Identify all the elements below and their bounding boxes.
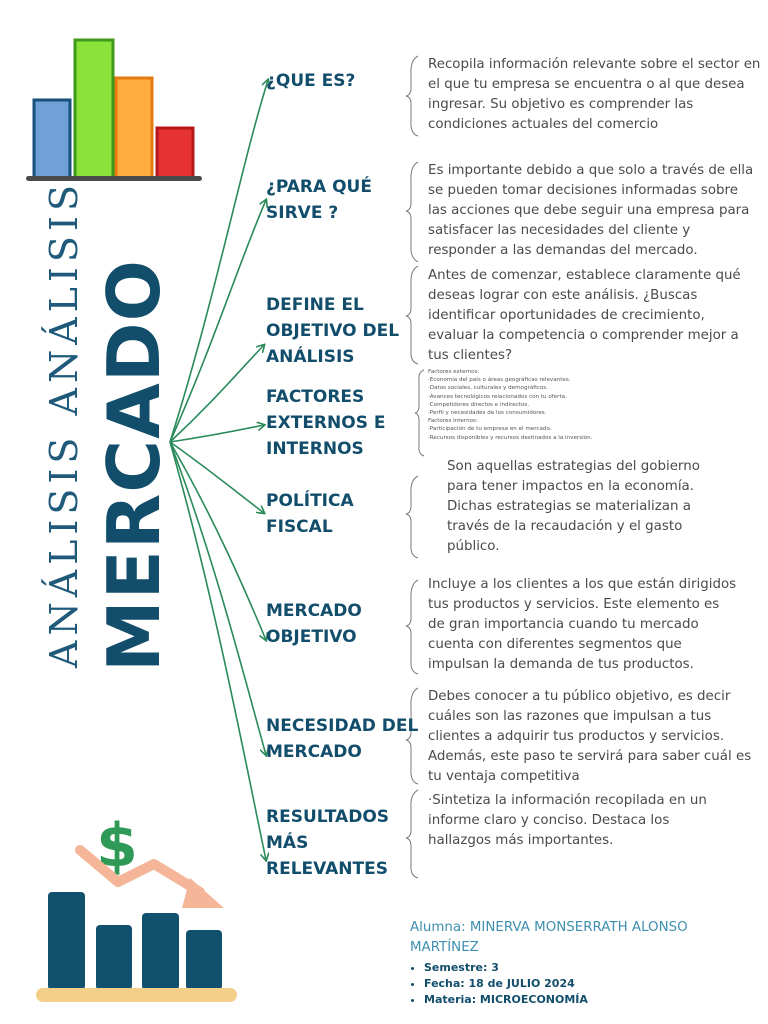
- label-politica-fiscal: POLÍTICA FISCAL: [266, 491, 354, 537]
- desc-mercado-objetivo: Incluye a los clientes a los que están dirigidos tus productos y servicios. Este elemento es de gran importancia cuando tu mercado cuenta con diferentes segmentos que impulsan la demanda de tus productos.: [428, 577, 737, 672]
- info-fecha: • Fecha: 18 de JULIO 2024: [424, 976, 740, 992]
- factor-line: ·Recursos disponibles y recursos destinados a la inversión.: [428, 434, 593, 441]
- desc-define-objetivo: Antes de comenzar, establece claramente qué deseas lograr con este análisis. ¿Buscas identificar oportunidades de crecimiento, evaluar la competencia o comprender mejor a tus clientes?: [428, 268, 741, 363]
- factor-line: ·Economía del país o áreas geográficas relevantes.: [428, 377, 571, 384]
- info-list: [410, 960, 740, 1008]
- desc-para-que-sirve: Es importante debido a que solo a través de ella se pueden tomar decisiones informadas sobre las acciones que debe seguir una empresa para satisfacer las necesidades del cliente y responder a las demandas del mercado.: [428, 163, 754, 258]
- desc-factores: [428, 368, 728, 442]
- vertical-title-thin: ANÁLISIS ANÁLISIS: [42, 180, 86, 668]
- factor-line: Factores externos:: [428, 369, 480, 375]
- student-name: Alumna: MINERVA MONSERRATH ALONSO MARTÍNEZ: [410, 920, 688, 955]
- label-mercado-objetivo: MERCADO OBJETIVO: [266, 601, 362, 647]
- svg-text:$: $: [96, 811, 138, 881]
- label-factores: FACTORES EXTERNOS E INTERNOS: [266, 387, 386, 459]
- dollar-decline-chart-icon: [30, 800, 250, 1010]
- desc-resultados: ·Sintetiza la información recopilada en un informe claro y conciso. Destaca los hallazgos más importantes.: [428, 793, 707, 848]
- factor-line: ·Participación de tu empresa en el mercado.: [428, 426, 552, 433]
- label-resultados: RESULTADOS MÁS RELEVANTES: [266, 807, 390, 879]
- factor-line: ·Avances tecnológicos relacionados con tu oferta.: [428, 393, 567, 400]
- vertical-title-bold: MERCADO: [92, 259, 176, 672]
- factor-line: ·Perfil y necesidades de los consumidores.: [428, 410, 547, 417]
- label-para-que-sirve: ¿PARA QUÉ SIRVE ?: [266, 177, 372, 223]
- desc-necesidad-mercado: Debes conocer a tu público objetivo, es decir cuáles son las razones que impulsan a tus clientes a adquirir tus productos y servicios. Además, este paso te servirá para saber cuál es tu ventaja competitiva: [428, 689, 752, 784]
- label-que-es: ¿QUE ES?: [266, 71, 356, 91]
- factor-line: Factores internos:: [428, 418, 478, 425]
- info-materia: • Materia: MICROECONOMÍA: [424, 992, 740, 1008]
- desc-politica-fiscal: Son aquellas estrategias del gobierno para tener impactos en la economía. Dichas estrategias se materializan a través de la recaudación y el gasto público.: [447, 459, 700, 554]
- label-necesidad-mercado: NECESIDAD DEL MERCADO: [266, 716, 419, 762]
- factor-line: ·Competidores directos e indirectos.: [428, 401, 530, 408]
- label-define-objetivo: DEFINE EL OBJETIVO DEL ANÁLISIS: [266, 295, 400, 367]
- info-semestre: • Semestre: 3: [424, 960, 740, 976]
- desc-que-es: Recopila información relevante sobre el sector en el que tu empresa se encuentra o al que desea ingresar. Su objetivo es comprender las condiciones actuales del comercio: [428, 57, 761, 132]
- factor-line: ·Datos sociales, culturales y demográficos.: [428, 385, 548, 392]
- footer-info: [410, 918, 740, 1008]
